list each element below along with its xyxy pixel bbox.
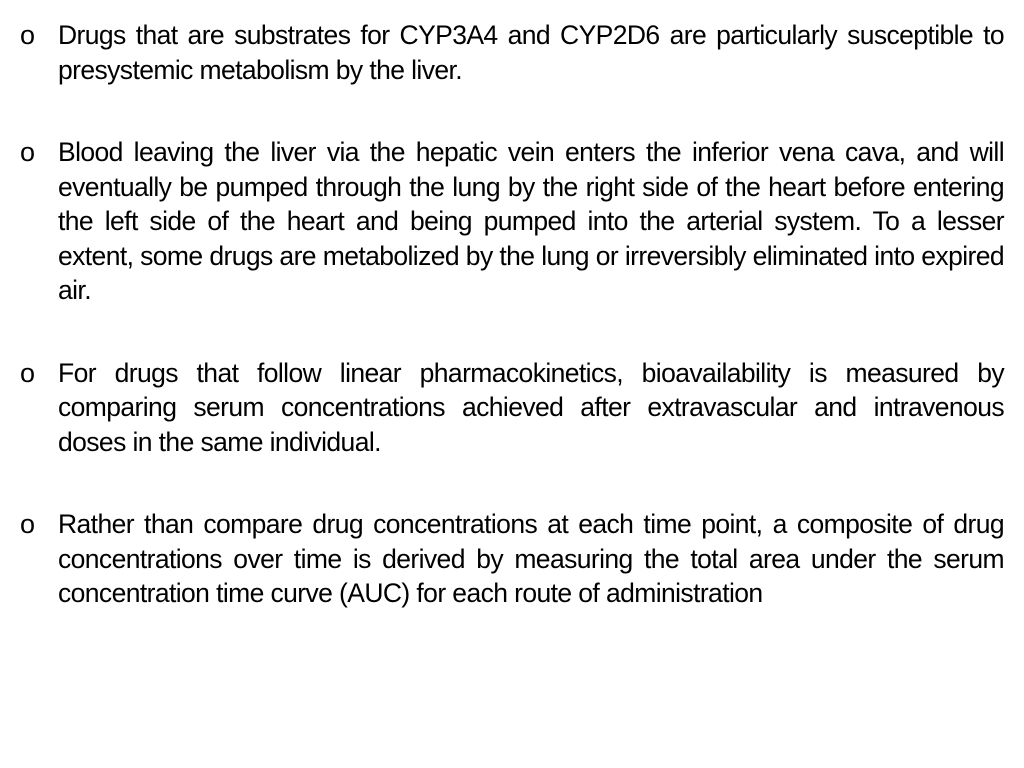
bullet-text-cyp-substrates: Drugs that are substrates for CYP3A4 and CYP2D6 are particularly susceptible to presystemic metabolism by the liver.: [58, 20, 1004, 85]
bullet-item: [20, 356, 1004, 460]
circle-bullet-icon: o: [20, 137, 36, 167]
bullet-item: [20, 135, 1004, 308]
circle-bullet-icon: o: [20, 20, 36, 50]
circle-bullet-icon: o: [20, 357, 36, 388]
bullet-text-hepatic-circulation: Blood leaving the liver via the hepatic vein enters the inferior vena cava, and will eventually be pumped through the lung by the right side of the heart before entering the left side of the heart and being pumped into the arterial system. To a lesser extent, some drugs are metabolized by the lung or irreversibly eliminated into expired air.: [58, 137, 1004, 305]
bullet-item: [20, 507, 1004, 611]
bullet-list: [20, 18, 1004, 611]
bullet-text-auc: Rather than compare drug concentrations at each time point, a composite of drug concentrations over time is derived by measuring the total area under the serum concentration time curve (AUC) for each route of administration: [58, 509, 1004, 608]
bullet-item: [20, 18, 1004, 87]
bullet-text-bioavailability: For drugs that follow linear pharmacokinetics, bioavailability is measured by comparing serum concentrations achieved after extravascular and intravenous doses in the same individual.: [58, 357, 1004, 457]
circle-bullet-icon: o: [20, 509, 36, 539]
